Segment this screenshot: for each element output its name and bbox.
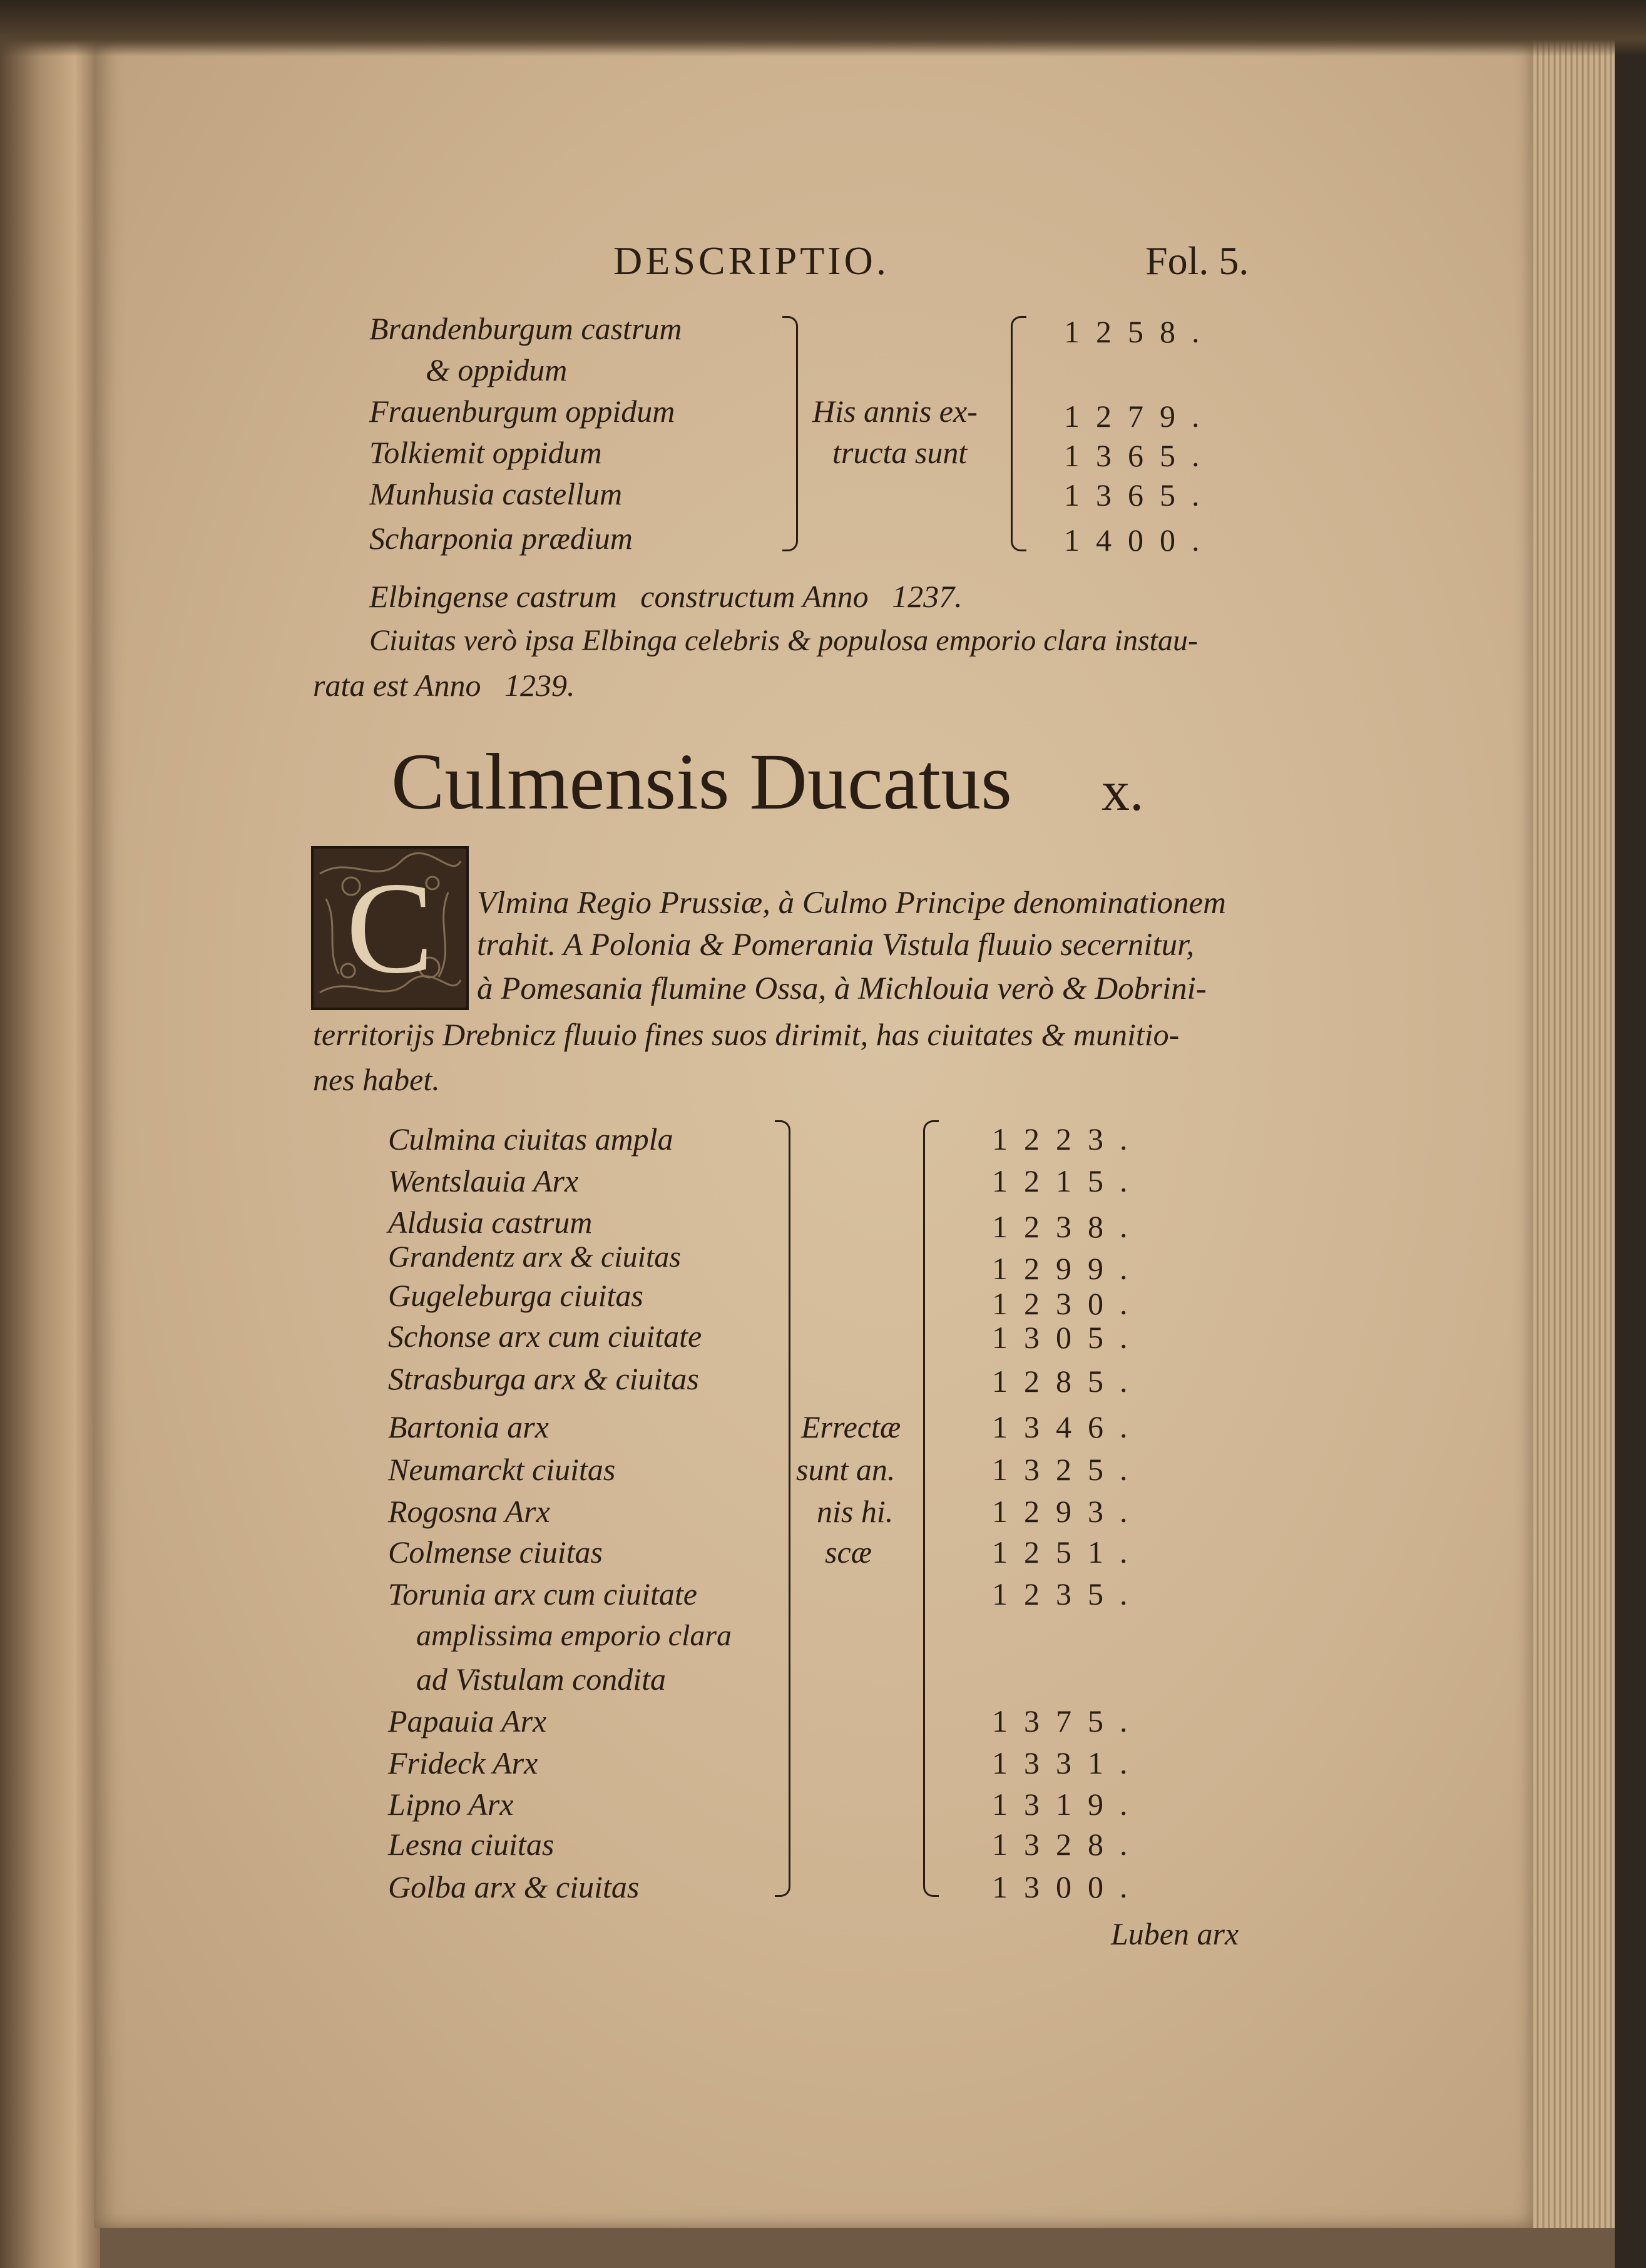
- brace-note: nis hi.: [817, 1494, 894, 1529]
- place-item: Neumarckt ciuitas: [388, 1452, 616, 1487]
- year-value: 1293.: [992, 1494, 1144, 1529]
- place-item: Rogosna Arx: [388, 1494, 550, 1529]
- year-value: 1279.: [1064, 399, 1216, 434]
- year-value: 1235.: [992, 1576, 1144, 1612]
- place-item: Culmina ciuitas ampla: [388, 1121, 673, 1157]
- brace-note: sunt an.: [796, 1452, 896, 1487]
- place-item: Aldusia castrum: [388, 1205, 593, 1240]
- right-brace: [782, 316, 798, 551]
- elbing-line: Elbingense castrum constructum Anno 1237.: [369, 579, 963, 614]
- year-value: 1319.: [992, 1787, 1144, 1822]
- place-item: Golba arx & ciuitas: [388, 1869, 640, 1904]
- brace-note: Errectæ: [801, 1409, 901, 1444]
- brace-note: scæ: [825, 1535, 872, 1570]
- year-value: 1299.: [992, 1251, 1144, 1286]
- left-brace: [923, 1120, 939, 1897]
- place-item: ad Vistulam condita: [416, 1662, 667, 1697]
- initial-letter: C: [345, 856, 434, 1001]
- elbing-line: Ciuitas verò ipsa Elbinga celebris & populosa emporio clara instau-: [369, 624, 1198, 657]
- place-item: Tolkiemit oppidum: [369, 435, 602, 470]
- place-item: Torunia arx cum ciuitate: [388, 1576, 697, 1612]
- year-value: 1325.: [992, 1452, 1144, 1487]
- year-value: 1223.: [992, 1121, 1144, 1157]
- year-value: 1238.: [992, 1209, 1144, 1244]
- place-item: Strasburga arx & ciuitas: [388, 1361, 699, 1396]
- year-value: 1346.: [992, 1409, 1144, 1444]
- place-item: Scharponia prædium: [369, 521, 633, 556]
- place-item: Wentslauia Arx: [388, 1163, 579, 1198]
- year-value: 1258.: [1064, 314, 1216, 349]
- place-item: Frideck Arx: [388, 1745, 538, 1780]
- place-item: Lesna ciuitas: [388, 1827, 555, 1862]
- year-value: 1285.: [992, 1364, 1144, 1399]
- intro-line: trahit. A Polonia & Pomerania Vistula fluuio secernitur,: [477, 927, 1195, 963]
- place-item: Lipno Arx: [388, 1787, 514, 1822]
- place-item: Gugeleburga ciuitas: [388, 1278, 643, 1313]
- place-item: & oppidum: [426, 352, 568, 387]
- intro-line: à Pomesania flumine Ossa, à Michlouia verò & Dobrini-: [477, 971, 1207, 1006]
- year-value: 1300.: [992, 1869, 1144, 1904]
- year-value: 1230.: [992, 1286, 1144, 1321]
- intro-line: territorijs Drebnicz fluuio fines suos dirimit, has ciuitates & munitio-: [313, 1017, 1180, 1052]
- elbing-line: rata est Anno 1239.: [313, 668, 575, 703]
- folio-number: Fol. 5.: [1145, 238, 1249, 283]
- year-value: 1365.: [1064, 478, 1216, 513]
- left-brace: [1011, 316, 1026, 551]
- year-value: 1365.: [1064, 438, 1216, 473]
- page-edges: [1533, 38, 1615, 2228]
- year-value: 1375.: [992, 1704, 1144, 1739]
- year-value: 1328.: [992, 1827, 1144, 1862]
- place-item: Colmense ciuitas: [388, 1535, 603, 1570]
- place-item: Bartonia arx: [388, 1409, 549, 1444]
- brace-note: His annis ex-: [812, 394, 978, 429]
- place-item: Papauia Arx: [388, 1704, 547, 1739]
- running-title: DESCRIPTIO.: [613, 238, 889, 283]
- year-value: 1251.: [992, 1535, 1144, 1570]
- decorated-initial: [311, 846, 469, 1010]
- place-item: Schonse arx cum ciuitate: [388, 1319, 702, 1354]
- top-shadow: [0, 0, 1646, 56]
- right-brace: [775, 1120, 790, 1897]
- place-item: amplissima emporio clara: [416, 1619, 732, 1652]
- place-item: Grandentz arx & ciuitas: [388, 1240, 681, 1274]
- year-value: 1331.: [992, 1745, 1144, 1780]
- intro-line: nes habet.: [313, 1062, 440, 1097]
- section-title: Culmensis Ducatus: [391, 737, 1012, 826]
- intro-line: Vlmina Regio Prussiæ, à Culmo Principe denominationem: [477, 886, 1226, 921]
- place-item: Frauenburgum oppidum: [369, 394, 675, 429]
- left-page-edge: [0, 0, 100, 2268]
- section-numeral: x.: [1102, 760, 1144, 822]
- catchword: Luben arx: [1111, 1916, 1239, 1951]
- place-item: Brandenburgum castrum: [369, 311, 682, 346]
- year-value: 1215.: [992, 1163, 1144, 1198]
- year-value: 1400.: [1064, 523, 1216, 558]
- year-value: 1305.: [992, 1320, 1144, 1355]
- place-item: Munhusia castellum: [369, 476, 623, 511]
- binding-shadow: [1615, 0, 1646, 2268]
- brace-note: tructa sunt: [832, 435, 968, 470]
- book-page: [94, 38, 1533, 2228]
